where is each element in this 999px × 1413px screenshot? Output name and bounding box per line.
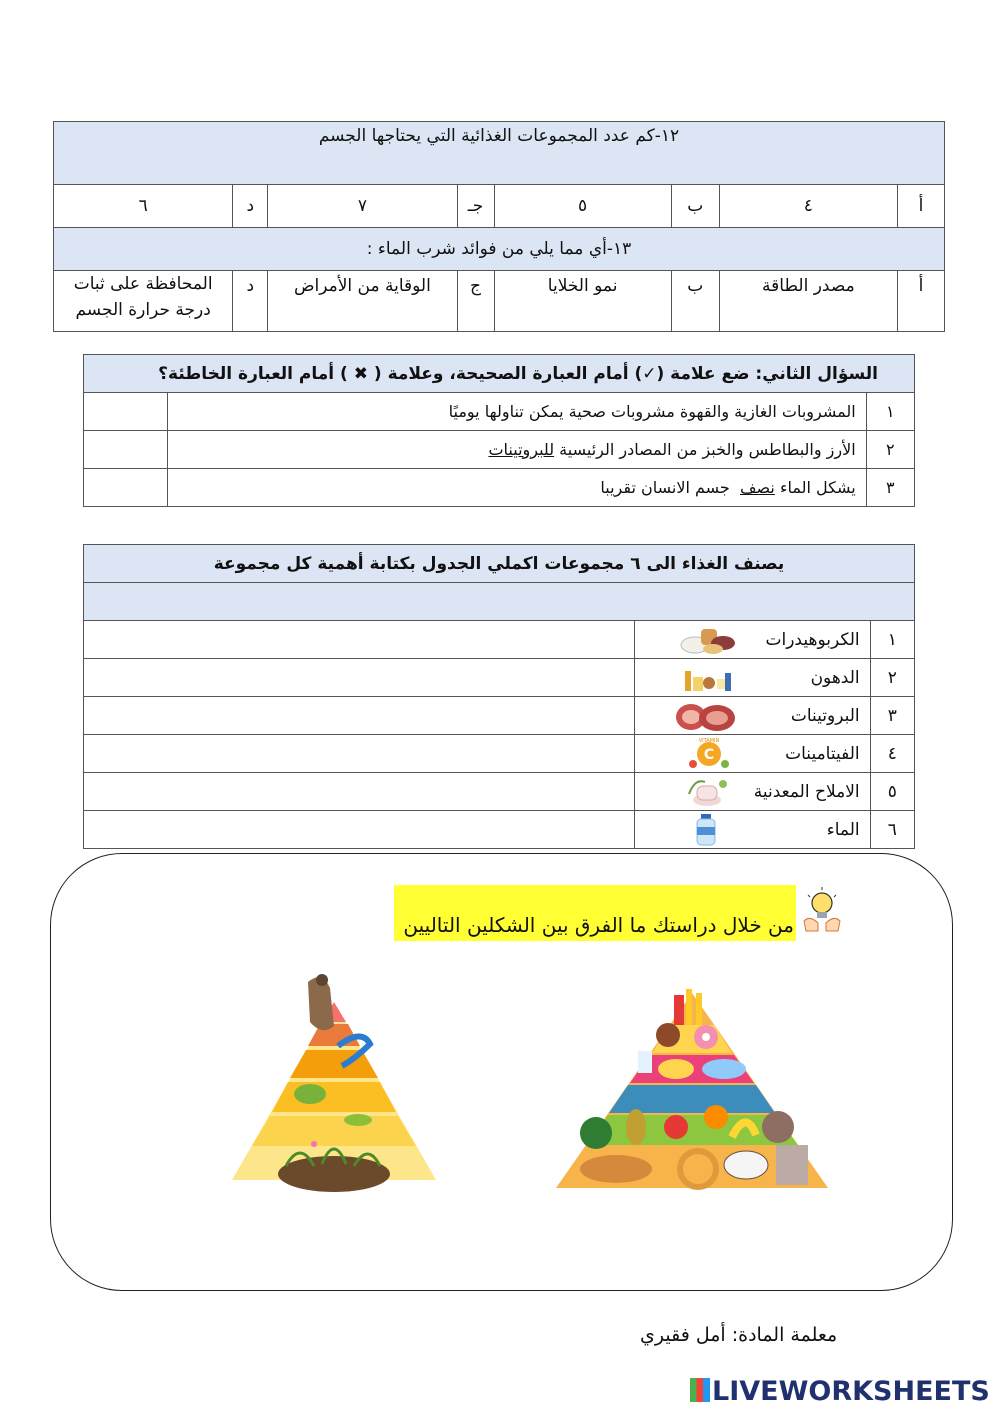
meat-icon [675,701,737,733]
food-group-name: الكربوهيدرات [765,629,860,650]
food-group-water [635,811,871,849]
question-12: ١٢-كم عدد المجموعات الغذائية التي يحتاجها الجسم [54,122,945,185]
row-number: ٥ [870,773,914,811]
svg-text:C: C [703,747,715,763]
minerals-icon [679,774,737,808]
food-pyramid-image [556,985,832,1190]
food-group-name: الفيتامينات [785,743,860,764]
vitamin-c-icon [679,736,737,770]
underlined-word: للبروتينات [488,440,555,459]
option-letter: د [233,185,268,228]
row-number: ١ [866,393,914,431]
comparison-question: من خلال دراستك ما الفرق بين الشكلين التاليين [394,885,796,941]
importance-answer-4[interactable] [84,735,635,773]
statement-3 [167,469,866,507]
food-groups-table [83,544,915,849]
statement-2 [167,431,866,469]
food-group-name: الماء [826,819,860,840]
multiple-choice-table [53,121,945,332]
fats-icon [679,663,737,695]
blank-header-row [84,583,915,621]
row-number: ٣ [870,697,914,735]
row-number: ٦ [870,811,914,849]
option-c-answer[interactable]: ٧ [268,185,457,228]
vitamin-label: VITAMIN [698,738,720,744]
true-false-table [83,354,915,507]
food-group-name: الدهون [810,667,860,688]
row-number: ٤ [870,735,914,773]
option-letter: د [233,271,268,332]
answer-cell-3[interactable] [84,469,168,507]
option-letter: ج [457,271,494,332]
food-chain-pyramid-image [230,970,440,1195]
importance-answer-5[interactable] [84,773,635,811]
bread-icon [679,625,737,657]
row-number: ٢ [866,431,914,469]
option-letter: أ [897,185,944,228]
option-d-answer[interactable]: المحافظة على ثبات درجة حرارة الجسم [54,271,233,332]
option-letter: أ [897,271,944,332]
answer-cell-2[interactable] [84,431,168,469]
lightbulb-icon [800,885,844,935]
statement-text: الأرز والبطاطس والخبز من المصادر الرئيسية [554,440,856,459]
brand-text: LIVEWORKSHEETS [712,1376,990,1407]
option-letter: ب [671,185,719,228]
food-group-fats [635,659,871,697]
importance-answer-2[interactable] [84,659,635,697]
option-b-answer[interactable]: نمو الخلايا [494,271,671,332]
brand-grid-icon [690,1378,710,1402]
food-group-vitamins [635,735,871,773]
option-a-answer[interactable]: مصدر الطاقة [719,271,897,332]
importance-answer-3[interactable] [84,697,635,735]
importance-answer-6[interactable] [84,811,635,849]
option-b-answer[interactable]: ٥ [494,185,671,228]
row-number: ١ [870,621,914,659]
true-false-title: السؤال الثاني: ضع علامة (✓) أمام العبارة الصحيحة، وعلامة ( ✖ ) أمام العبارة الخاطئة؟ [84,355,915,393]
food-group-proteins [635,697,871,735]
importance-answer-1[interactable] [84,621,635,659]
underlined-word: نصف [739,478,775,497]
liveworksheets-brand[interactable] [690,1376,990,1407]
statement-text: يشكل الماء [774,478,856,497]
water-bottle-icon [679,812,737,846]
option-d-answer[interactable]: ٦ [54,185,233,228]
food-group-name: البروتينات [790,705,860,726]
statement-text: جسم الانسان تقريبا [600,478,740,497]
food-group-carbs [635,621,871,659]
statement-1: المشروبات الغازية والقهوة مشروبات صحية يمكن تناولها يوميًا [167,393,866,431]
option-letter: جـ [457,185,494,228]
food-group-name: الاملاح المعدنية [753,781,860,802]
option-c-answer[interactable]: الوقاية من الأمراض [268,271,457,332]
option-a-answer[interactable]: ٤ [719,185,897,228]
question-13: ١٣-أي مما يلي من فوائد شرب الماء : [54,228,945,271]
option-letter: ب [671,271,719,332]
row-number: ٣ [866,469,914,507]
food-groups-title: يصنف الغذاء الى ٦ مجموعات اكملي الجدول بكتابة أهمية كل مجموعة [84,545,915,583]
teacher-name: معلمة المادة: أمل فقيري [640,1324,838,1346]
answer-cell-1[interactable] [84,393,168,431]
food-group-minerals [635,773,871,811]
row-number: ٢ [870,659,914,697]
